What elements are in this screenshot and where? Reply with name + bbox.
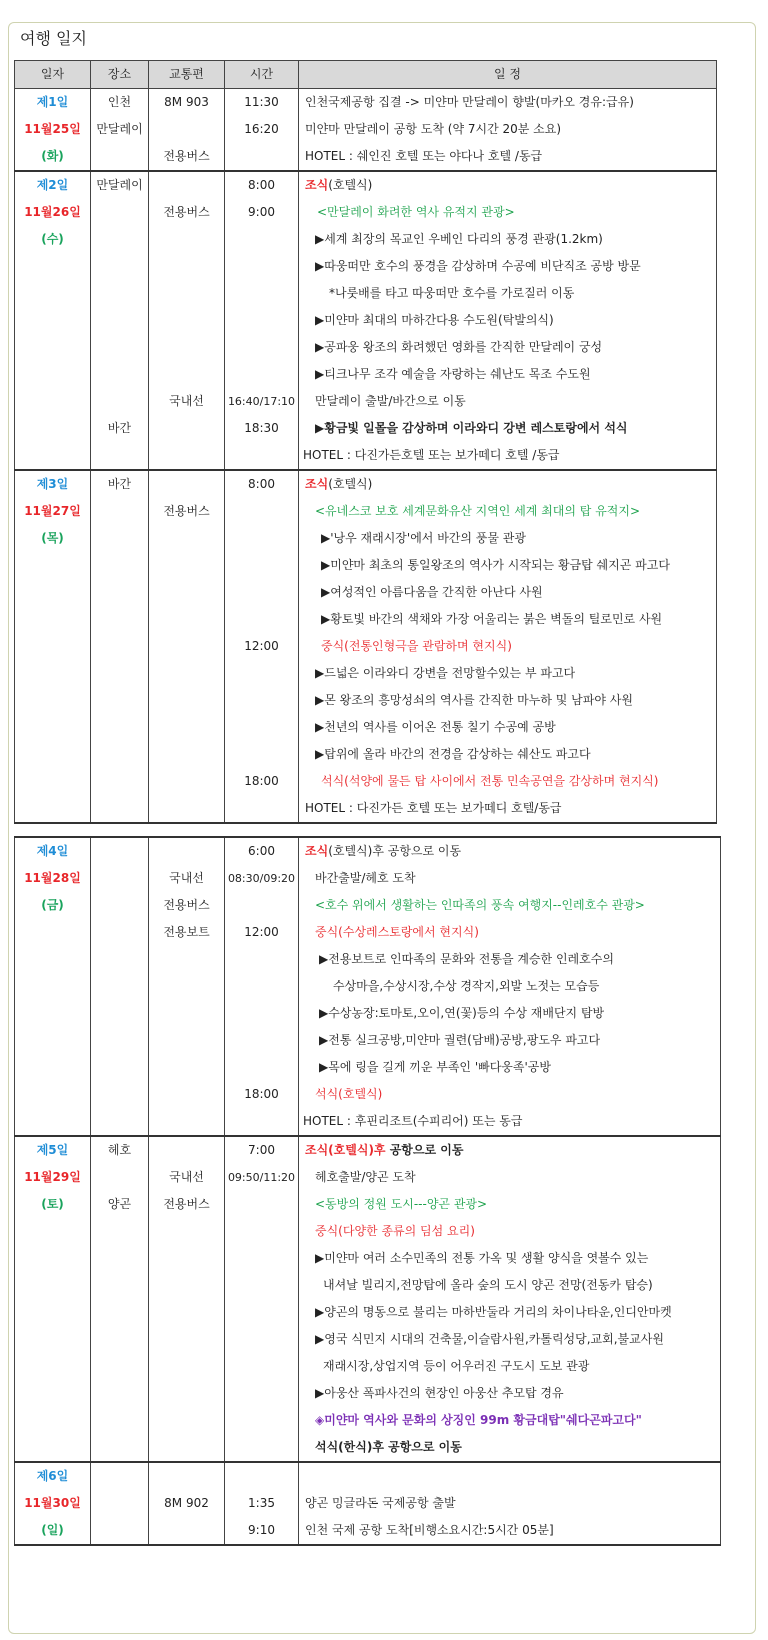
schedule-cell: 만달레이 출발/바간으로 이동 [299, 388, 717, 415]
place-cell [91, 143, 149, 171]
transport-cell: 8M 903 [149, 89, 225, 117]
table-row [15, 837, 721, 865]
schedule-cell: ▶미얀마 최초의 통일왕조의 역사가 시작되는 황금탑 쉐지곤 파고다 [299, 552, 717, 579]
schedule-cell: 바간출발/헤호 도착 [299, 865, 721, 892]
schedule-cell: 석식(석양에 물든 탑 사이에서 전통 민속공연을 감상하며 현지식) [299, 768, 717, 795]
transport-cell [149, 116, 225, 143]
day-number: 제1일 [15, 89, 91, 117]
header-row [15, 61, 717, 89]
table-row [15, 1380, 721, 1407]
day-weekday: (화) [15, 143, 91, 171]
transport-cell: 전용버스 [149, 892, 225, 919]
table-row [15, 525, 717, 552]
table-row [15, 1191, 721, 1218]
transport-cell: 국내선 [149, 865, 225, 892]
schedule-cell: ▶영국 식민지 시대의 건축물,이슬람사원,카톨릭성당,교회,불교사원 [299, 1326, 721, 1353]
transport-cell: 8M 902 [149, 1490, 225, 1517]
table-row [15, 1081, 721, 1108]
transport-cell: 전용버스 [149, 143, 225, 171]
table-row [15, 741, 717, 768]
schedule-cell: HOTEL : 쉐인진 호텔 또는 야다나 호텔 /동급 [299, 143, 717, 171]
table-row [15, 1000, 721, 1027]
day-date: 11월26일 [15, 199, 91, 226]
schedule-cell: ▶황토빛 바간의 색채와 가장 어울리는 붉은 벽돌의 틸로민로 사원 [299, 606, 717, 633]
day-number: 제3일 [15, 470, 91, 498]
table-row [15, 579, 717, 606]
schedule-cell: <동방의 정원 도시---양곤 관광> [299, 1191, 721, 1218]
time-cell: 08:30/09:20 [225, 865, 299, 892]
day-weekday: (목) [15, 525, 91, 552]
table-row [15, 606, 717, 633]
schedule-cell: 중식(다양한 종류의 딤섬 요리) [299, 1218, 721, 1245]
table-row [15, 795, 717, 823]
schedule-cell: 석식(호텔식) [299, 1081, 721, 1108]
time-cell: 18:30 [225, 415, 299, 442]
transport-cell: 전용버스 [149, 1191, 225, 1218]
day-weekday: (일) [15, 1517, 91, 1545]
place-cell [91, 226, 149, 253]
table-row [15, 1108, 721, 1136]
schedule-cell: ▶티크나무 조각 예술을 자랑하는 쉐난도 목조 수도원 [299, 361, 717, 388]
table-row [15, 552, 717, 579]
time-cell: 9:10 [225, 1517, 299, 1545]
table-row [15, 226, 717, 253]
schedule-cell: ▶몬 왕조의 흥망성쇠의 역사를 간직한 마누하 및 남파야 사원 [299, 687, 717, 714]
table-row [15, 919, 721, 946]
time-cell: 1:35 [225, 1490, 299, 1517]
place-cell: 만달레이 [91, 171, 149, 199]
schedule-cell: ▶목에 링을 길게 끼운 부족인 '빠다웅족'공방 [299, 1054, 721, 1081]
table-row [15, 1272, 721, 1299]
place-cell: 바간 [91, 470, 149, 498]
time-cell: 8:00 [225, 470, 299, 498]
place-cell: 양곤 [91, 1191, 149, 1218]
schedule-cell: ▶천년의 역사를 이어온 전통 칠기 수공예 공방 [299, 714, 717, 741]
table-row [15, 171, 717, 199]
table-row [15, 1027, 721, 1054]
day-number: 제6일 [15, 1462, 91, 1490]
schedule-cell: ▶수상농장:토마토,오이,연(꽃)등의 수상 재배단지 탐방 [299, 1000, 721, 1027]
schedule-cell: HOTEL : 다진가든 호텔 또는 보가떼디 호텔/동급 [299, 795, 717, 823]
schedule-cell: 수상마을,수상시장,수상 경작지,외발 노젓는 모습등 [299, 973, 721, 1000]
schedule-cell: ▶양곤의 명동으로 불리는 마하반둘라 거리의 차이나타운,인디안마켓 [299, 1299, 721, 1326]
table-row [15, 714, 717, 741]
schedule-cell: 조식(호텔식) [299, 470, 717, 498]
time-cell [225, 226, 299, 253]
table-row [15, 470, 717, 498]
table-row [15, 660, 717, 687]
table-row [15, 946, 721, 973]
schedule-cell: ▶미얀마 최대의 마하간다용 수도원(탁발의식) [299, 307, 717, 334]
schedule-cell: 재래시장,상업지역 등이 어우러진 구도시 도보 관광 [299, 1353, 721, 1380]
table-row [15, 1299, 721, 1326]
day-date: 11월25일 [15, 116, 91, 143]
time-cell: 16:20 [225, 116, 299, 143]
schedule-cell: ▶탑위에 올라 바간의 전경을 감상하는 쉐산도 파고다 [299, 741, 717, 768]
schedule-cell: 내셔날 빌리지,전망탑에 올라 숲의 도시 양곤 전망(전동카 탑승) [299, 1272, 721, 1299]
table-row [15, 280, 717, 307]
schedule-cell: ◈미얀마 역사와 문화의 상징인 99m 황금대탑"쉐다곤파고다" [299, 1407, 721, 1434]
time-cell: 7:00 [225, 1136, 299, 1164]
day-date: 11월30일 [15, 1490, 91, 1517]
place-cell: 인천 [91, 89, 149, 117]
schedule-cell: 중식(수상레스토랑에서 현지식) [299, 919, 721, 946]
schedule-cell: ▶미얀마 여러 소수민족의 전통 가옥 및 생활 양식을 엿볼수 있는 [299, 1245, 721, 1272]
table-row [15, 1164, 721, 1191]
table-row [15, 415, 717, 442]
table-row [15, 1517, 721, 1545]
table-row [15, 361, 717, 388]
time-cell: 6:00 [225, 837, 299, 865]
day-weekday: (수) [15, 226, 91, 253]
place-cell: 바간 [91, 415, 149, 442]
transport-cell [149, 470, 225, 498]
transport-cell [149, 171, 225, 199]
schedule-cell: 중식(전통인형극을 관람하며 현지식) [299, 633, 717, 660]
time-cell: 16:40/17:10 [225, 388, 299, 415]
schedule-cell: <유네스코 보호 세계문화유산 지역인 세계 최대의 탑 유적지> [299, 498, 717, 525]
schedule-cell: 조식(호텔식) [299, 171, 717, 199]
table-row [15, 498, 717, 525]
schedule-cell: ▶전통 실크공방,미얀마 궐련(담배)공방,팡도우 파고다 [299, 1027, 721, 1054]
schedule-cell: *나룻배를 타고 따웅떠만 호수를 가로질러 이동 [299, 280, 717, 307]
table-row [15, 307, 717, 334]
schedule-cell: 미얀마 만달레이 공항 도착 (약 7시간 20분 소요) [299, 116, 717, 143]
table-row [15, 1054, 721, 1081]
table-row [15, 768, 717, 795]
table-row [15, 388, 717, 415]
time-cell: 9:00 [225, 199, 299, 226]
schedule-cell: 헤호출발/양곤 도착 [299, 1164, 721, 1191]
table-row [15, 1462, 721, 1490]
time-cell: 12:00 [225, 633, 299, 660]
itinerary-table-2 [14, 836, 721, 1546]
place-cell [91, 199, 149, 226]
table-row [15, 687, 717, 714]
time-cell: 8:00 [225, 171, 299, 199]
day-number: 제4일 [15, 837, 91, 865]
table-row [15, 1434, 721, 1462]
day-date: 11월27일 [15, 498, 91, 525]
schedule-cell: 조식(호텔식)후 공항으로 이동 [299, 1136, 721, 1164]
table-row [15, 1326, 721, 1353]
table-row [15, 1245, 721, 1272]
transport-cell [149, 226, 225, 253]
time-cell [225, 143, 299, 171]
table-row [15, 89, 717, 117]
transport-cell: 국내선 [149, 388, 225, 415]
day-number: 제5일 [15, 1136, 91, 1164]
transport-cell: 국내선 [149, 1164, 225, 1191]
header-schedule: 일 정 [299, 61, 717, 89]
table-row [15, 334, 717, 361]
table-row [15, 1407, 721, 1434]
day-date: 11월29일 [15, 1164, 91, 1191]
time-cell: 12:00 [225, 919, 299, 946]
header-time: 시간 [225, 61, 299, 89]
schedule-cell: <호수 위에서 생활하는 인따족의 풍속 여행지--인레호수 관광> [299, 892, 721, 919]
table-row [15, 973, 721, 1000]
time-cell: 18:00 [225, 1081, 299, 1108]
schedule-cell: ▶'낭우 재래시장'에서 바간의 풍물 관광 [299, 525, 717, 552]
table-row [15, 633, 717, 660]
schedule-cell: ▶전용보트로 인따족의 문화와 전통을 계승한 인레호수의 [299, 946, 721, 973]
table-row [15, 1353, 721, 1380]
schedule-cell: ▶공파웅 왕조의 화려했던 영화를 간직한 만달레이 궁성 [299, 334, 717, 361]
schedule-cell: 석식(한식)후 공항으로 이동 [299, 1434, 721, 1462]
itinerary-table-1 [14, 60, 717, 824]
table-row [15, 253, 717, 280]
time-cell [225, 253, 299, 280]
table-row [15, 199, 717, 226]
time-cell: 18:00 [225, 768, 299, 795]
schedule-cell: 조식(호텔식)후 공항으로 이동 [299, 837, 721, 865]
schedule-cell: HOTEL : 후핀리조트(수피리어) 또는 동급 [299, 1108, 721, 1136]
header-transport: 교통편 [149, 61, 225, 89]
table-row [15, 143, 717, 171]
time-cell: 11:30 [225, 89, 299, 117]
day-weekday: (토) [15, 1191, 91, 1218]
schedule-cell: ▶세계 최장의 목교인 우베인 다리의 풍경 관광(1.2km) [299, 226, 717, 253]
schedule-cell: ▶아웅산 폭파사건의 현장인 아웅산 추모탑 경유 [299, 1380, 721, 1407]
header-date: 일자 [15, 61, 91, 89]
transport-cell: 전용보트 [149, 919, 225, 946]
schedule-cell: ▶황금빛 일몰을 감상하며 이라와디 강변 레스토랑에서 석식 [299, 415, 717, 442]
schedule-cell: ▶따웅떠만 호수의 풍경을 감상하며 수공예 비단직조 공방 방문 [299, 253, 717, 280]
table-row [15, 442, 717, 470]
day-number: 제2일 [15, 171, 91, 199]
table-row [15, 865, 721, 892]
table-row [15, 116, 717, 143]
transport-cell: 전용버스 [149, 498, 225, 525]
schedule-cell: <만달레이 화려한 역사 유적지 관광> [299, 199, 717, 226]
place-cell: 만달레이 [91, 116, 149, 143]
table-row [15, 1136, 721, 1164]
schedule-cell: ▶드넓은 이라와디 강변을 전망할수있는 부 파고다 [299, 660, 717, 687]
schedule-cell: ▶여성적인 아름다움을 간직한 아난다 사원 [299, 579, 717, 606]
day-date: 11월28일 [15, 865, 91, 892]
header-place: 장소 [91, 61, 149, 89]
table-row [15, 892, 721, 919]
time-cell: 09:50/11:20 [225, 1164, 299, 1191]
transport-cell: 전용버스 [149, 199, 225, 226]
day-weekday: (금) [15, 892, 91, 919]
schedule-cell: HOTEL : 다진가든호텔 또는 보가떼디 호텔 /동급 [299, 442, 717, 470]
schedule-cell: 인천국제공항 집결 -> 미얀마 만달레이 향발(마카오 경유:급유) [299, 89, 717, 117]
page-title: 여행 일지 [20, 29, 87, 48]
table-row [15, 1490, 721, 1517]
schedule-cell: 인천 국제 공항 도착[비행소요시간:5시간 05분] [299, 1517, 721, 1545]
schedule-cell: 양곤 밍글라돈 국제공항 출발 [299, 1490, 721, 1517]
place-cell: 헤호 [91, 1136, 149, 1164]
table-row [15, 1218, 721, 1245]
